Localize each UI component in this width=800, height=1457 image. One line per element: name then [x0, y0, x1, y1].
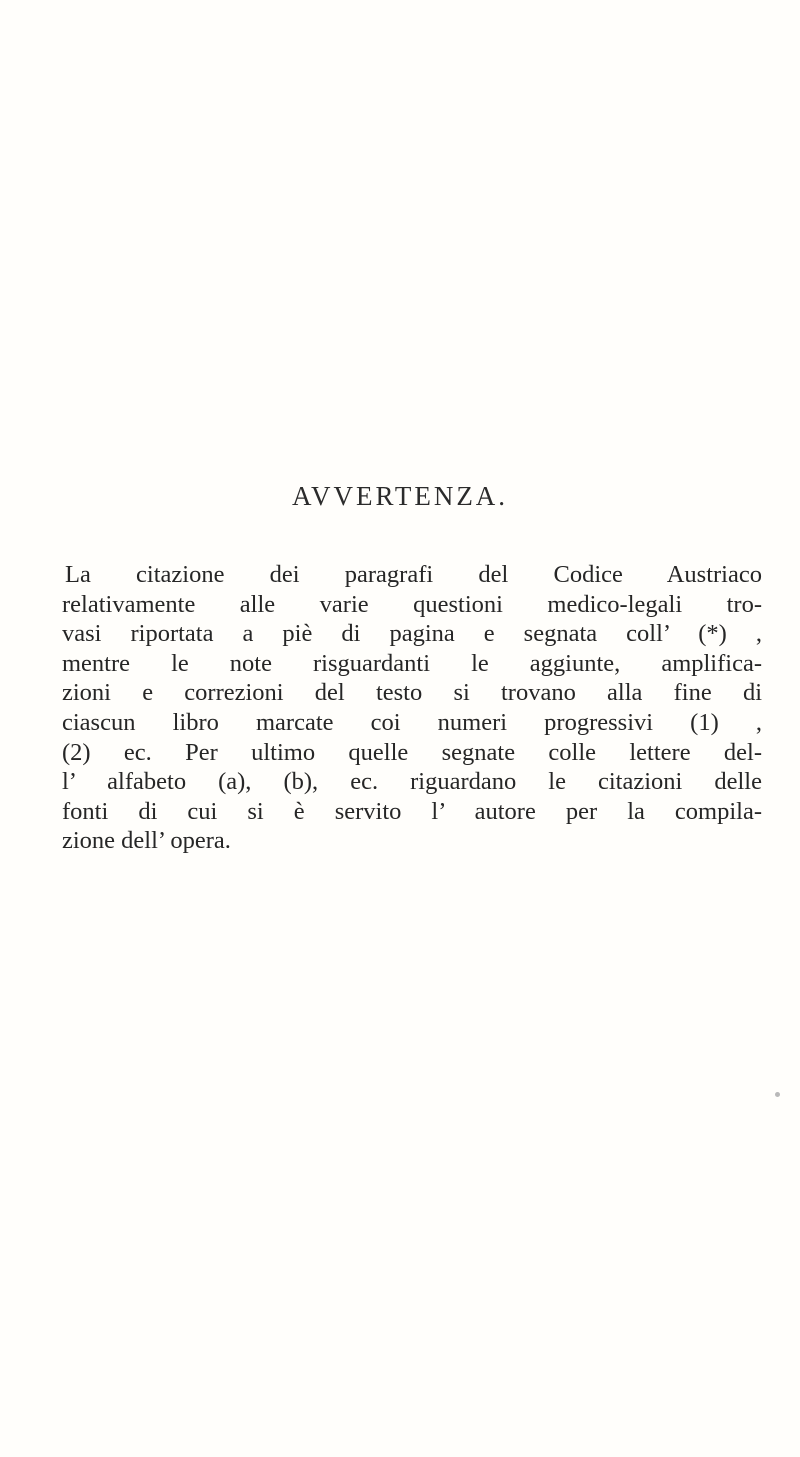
paragraph-line-2: relativamente alle varie questioni medico-legali tro- — [62, 590, 762, 618]
paragraph-line-7: (2) ec. Per ultimo quelle segnate colle lettere del- — [62, 738, 762, 766]
paper-speck — [775, 1092, 780, 1097]
paragraph-line-6: ciascun libro marcate coi numeri progressivi (1) , — [62, 708, 762, 736]
paragraph-line-4: mentre le note risguardanti le aggiunte, amplifica- — [62, 649, 762, 677]
paragraph-line-10: zione dell’ opera. — [62, 827, 231, 855]
paragraph-line-9: fonti di cui si è servito l’ autore per la compila- — [62, 797, 762, 825]
heading: AVVERTENZA. — [291, 481, 509, 511]
notice-paragraph — [62, 560, 762, 856]
paragraph-line-8: l’ alfabeto (a), (b), ec. riguardano le citazioni delle — [62, 768, 762, 796]
paragraph-line-1: La citazione dei paragrafi del Codice Austriaco — [65, 561, 762, 588]
paragraph-line-5: zioni e correzioni del testo si trovano alla fine di — [62, 679, 762, 707]
paragraph-line-3: vasi riportata a piè di pagina e segnata coll’ (*) , — [62, 620, 762, 648]
